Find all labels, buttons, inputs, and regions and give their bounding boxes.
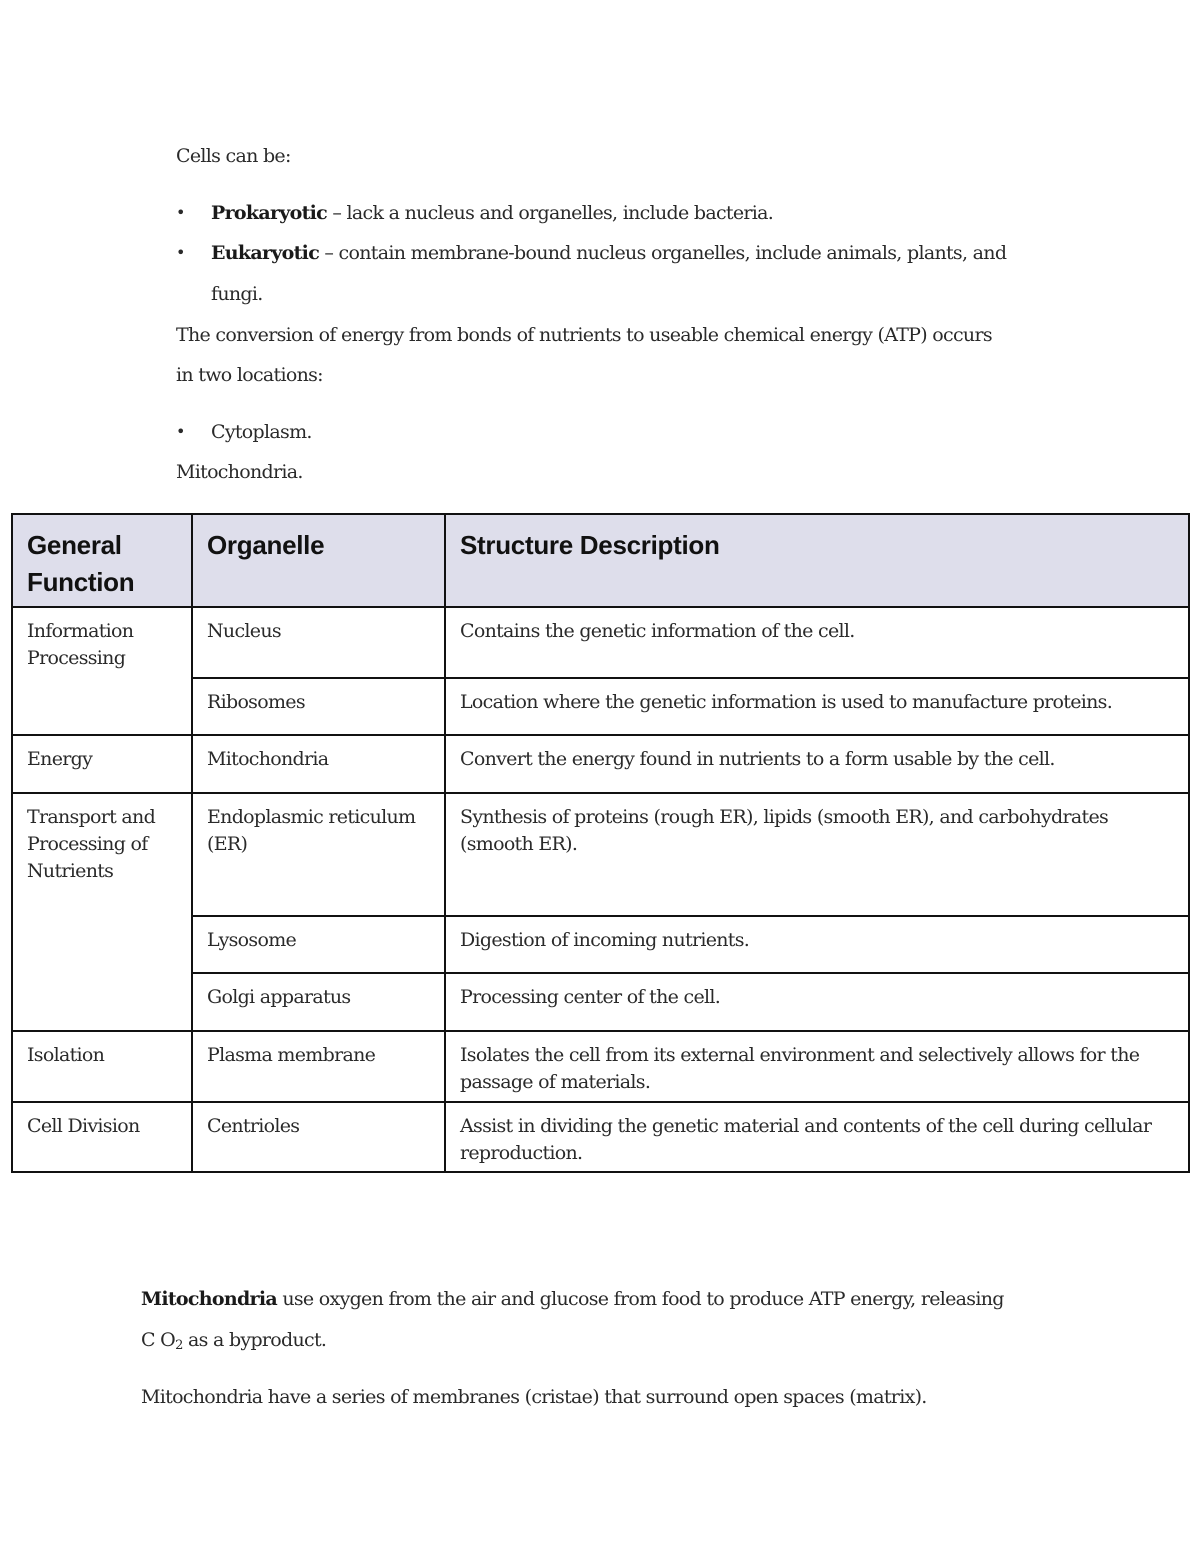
function-cell: Energy xyxy=(12,735,192,793)
eukaryotic-term: Eukaryotic xyxy=(211,242,320,264)
eukaryotic-continuation: fungi. xyxy=(211,283,263,305)
description-cell: Synthesis of proteins (rough ER), lipids (smooth ER), and carbohydrates (smooth ER). xyxy=(445,793,1189,916)
table-row xyxy=(12,793,1189,916)
description-cell: Assist in dividing the genetic material and contents of the cell during cellular reproduction. xyxy=(445,1102,1189,1172)
function-cell: Information Processing xyxy=(12,607,192,735)
prokaryotic-text: – lack a nucleus and organelles, include bacteria. xyxy=(327,202,774,224)
eukaryotic-text: – contain membrane-bound nucleus organelles, include animals, plants, and xyxy=(319,242,1007,264)
header-general-word: General xyxy=(27,530,122,560)
header-function-word: Function xyxy=(27,567,135,597)
organelle-cell: Lysosome xyxy=(192,916,445,973)
prokaryotic-item xyxy=(211,201,773,225)
description-cell: Digestion of incoming nutrients. xyxy=(445,916,1189,973)
eukaryotic-item xyxy=(211,241,1006,265)
co2-c: C O xyxy=(141,1329,176,1351)
description-cell: Isolates the cell from its external environment and selectively allows for the passage of materials. xyxy=(445,1031,1189,1102)
bullet-icon: • xyxy=(176,243,186,262)
description-cell: Convert the energy found in nutrients to a form usable by the cell. xyxy=(445,735,1189,793)
table-row xyxy=(12,1031,1189,1102)
table-row xyxy=(12,1102,1189,1172)
organelle-table xyxy=(11,513,1190,1173)
function-cell: Transport and Processing of Nutrients xyxy=(12,793,192,1031)
description-cell: Location where the genetic information is used to manufacture proteins. xyxy=(445,678,1189,735)
conversion-line-1: The conversion of energy from bonds of nutrients to useable chemical energy (ATP) occurs xyxy=(176,324,992,346)
organelle-cell: Centrioles xyxy=(192,1102,445,1172)
function-cell: Isolation xyxy=(12,1031,192,1102)
mitochondria-text: use oxygen from the air and glucose from food to produce ATP energy, releasing xyxy=(277,1288,1004,1310)
bullet-icon: • xyxy=(176,203,186,222)
intro-lead: Cells can be: xyxy=(176,145,291,167)
location-cytoplasm: Cytoplasm. xyxy=(211,421,312,443)
cristae-sentence: Mitochondria have a series of membranes (cristae) that surround open spaces (matrix). xyxy=(141,1386,927,1408)
mitochondria-paragraph-line-2 xyxy=(141,1328,326,1358)
mitochondria-paragraph-line-1 xyxy=(141,1287,1004,1311)
location-mitochondria: Mitochondria. xyxy=(176,461,303,483)
table-header-row xyxy=(12,514,1189,607)
organelle-cell: Mitochondria xyxy=(192,735,445,793)
description-cell: Contains the genetic information of the cell. xyxy=(445,607,1189,678)
header-structure-description: Structure Description xyxy=(445,514,1189,607)
byproduct-text: as a byproduct. xyxy=(182,1329,327,1351)
function-cell: Cell Division xyxy=(12,1102,192,1172)
table-row xyxy=(12,607,1189,678)
bullet-icon: • xyxy=(176,422,186,441)
organelle-cell: Golgi apparatus xyxy=(192,973,445,1031)
conversion-line-2: in two locations: xyxy=(176,364,323,386)
organelle-cell: Endoplasmic reticulum (ER) xyxy=(192,793,445,916)
prokaryotic-term: Prokaryotic xyxy=(211,202,328,224)
description-cell: Processing center of the cell. xyxy=(445,973,1189,1031)
organelle-cell: Nucleus xyxy=(192,607,445,678)
organelle-cell: Plasma membrane xyxy=(192,1031,445,1102)
mitochondria-term: Mitochondria xyxy=(141,1288,277,1310)
co2-subscript: 2 xyxy=(175,1338,183,1353)
header-organelle: Organelle xyxy=(192,514,445,607)
table-row xyxy=(12,735,1189,793)
header-general-function xyxy=(12,514,192,607)
organelle-cell: Ribosomes xyxy=(192,678,445,735)
